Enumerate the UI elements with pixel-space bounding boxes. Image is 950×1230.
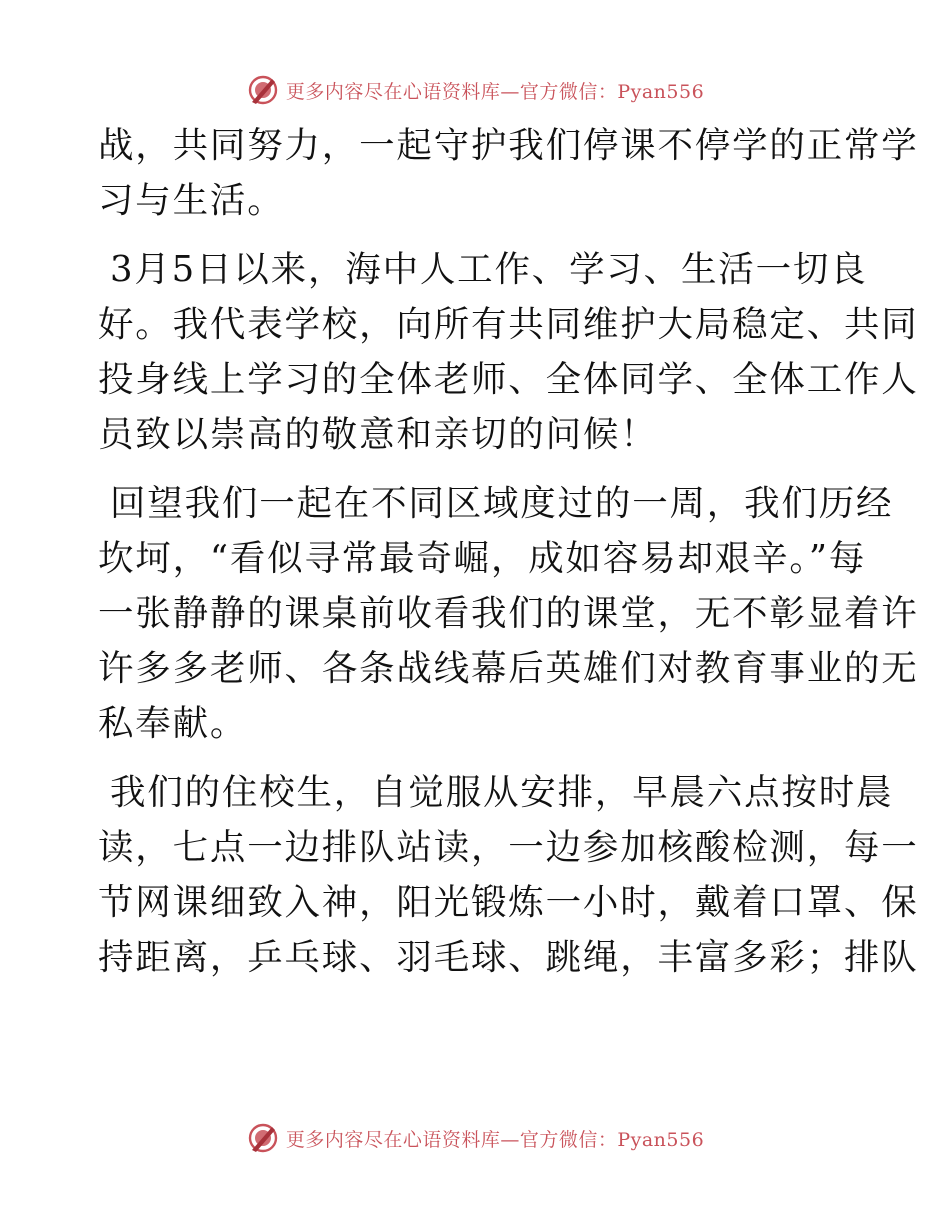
text-line: 一张静静的课桌前收看我们的课堂，无不彰显着许 — [98, 593, 919, 634]
header-watermark-text: 更多内容尽在心语资料库—官方微信：Pyan556 — [285, 80, 705, 103]
text-line: 节网课细致入神，阳光锻炼一小时，戴着口罩、保 — [98, 882, 919, 923]
paragraph-4 — [98, 765, 919, 985]
header-watermark — [0, 70, 950, 110]
paragraph-3 — [98, 476, 919, 751]
text-line: 读，七点一边排队站读，一边参加核酸检测，每一 — [98, 827, 919, 868]
text-line: 投身线上学习的全体老师、全体同学、全体工作人 — [98, 359, 919, 400]
paragraph-1 — [98, 118, 919, 228]
text-line: 持距离，乒乓球、羽毛球、跳绳，丰富多彩；排队 — [98, 937, 919, 978]
quill-seal-icon — [246, 73, 280, 107]
text-line: 员致以崇高的敬意和亲切的问候！ — [98, 414, 658, 455]
text-line: 好。我代表学校，向所有共同维护大局稳定、共同 — [98, 304, 919, 345]
footer-watermark-text: 更多内容尽在心语资料库—官方微信：Pyan556 — [285, 1128, 705, 1151]
text-line: 战，共同努力，一起守护我们停课不停学的正常学 — [98, 125, 919, 166]
quill-seal-icon — [246, 1121, 280, 1155]
text-line: 许多多老师、各条战线幕后英雄们对教育事业的无 — [98, 648, 919, 689]
footer-watermark — [0, 1118, 950, 1158]
document-body — [98, 118, 919, 999]
paragraph-2 — [98, 242, 919, 462]
text-line: 3月5日以来，海中人工作、学习、生活一切良 — [110, 249, 868, 290]
text-line: 习与生活。 — [98, 180, 285, 221]
text-line: 我们的住校生，自觉服从安排，早晨六点按时晨 — [110, 772, 894, 813]
text-line: 私奉献。 — [98, 703, 248, 744]
text-line: 回望我们一起在不同区域度过的一周，我们历经 — [110, 483, 894, 524]
text-line: 坎坷，“看似寻常最奇崛，成如容易却艰辛。”每 — [98, 538, 867, 579]
